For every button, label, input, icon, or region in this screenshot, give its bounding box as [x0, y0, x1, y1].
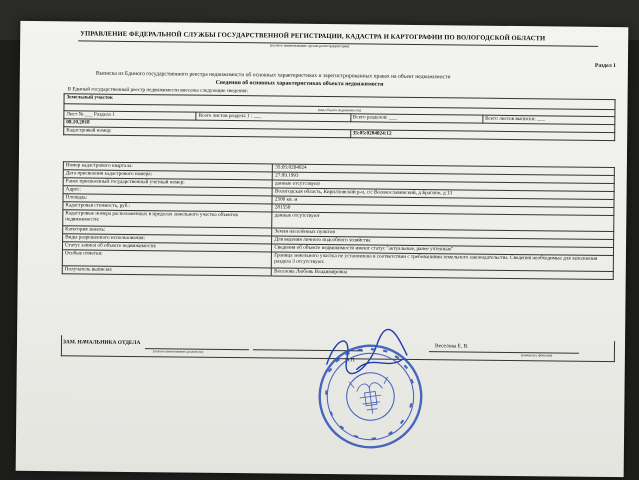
row-label: Кадастровые номера расположенных в пределах земельного участка объектов недвижимости: — [63, 210, 273, 228]
row-label: Номер кадастрового квартала: — [63, 162, 272, 172]
row-label: Категория земель: — [63, 226, 272, 236]
extract-document — [16, 21, 629, 477]
row-value: Земли населённых пунктов — [272, 228, 614, 240]
row-value: данные отсутствуют — [272, 212, 614, 232]
official-seal-stamp — [310, 336, 431, 457]
row-label: Ранее присвоенный государственный учетный номер: — [63, 178, 272, 188]
agency-caption: (полное наименование органа регистрации прав) — [270, 43, 350, 49]
characteristics-table — [62, 161, 615, 280]
row-label: Получатель выписки: — [62, 266, 271, 276]
signer-position: ЗАМ. НАЧАЛЬНИКА ОТДЕЛА — [62, 339, 141, 347]
row-label: Особые отметки: — [62, 250, 272, 268]
cadastral-number: 35:05:0204024:12 — [352, 130, 392, 137]
intro-text: В Единый государственный реестр недвижимости внесены следующие сведения: — [67, 86, 249, 95]
agency-header: УПРАВЛЕНИЕ ФЕДЕРАЛЬНОЙ СЛУЖБЫ ГОСУДАРСТВЕННОЙ РЕГИСТРАЦИИ, КАДАСТРА И КАРТОГРАФИИ ПО ВОЛОГОДСКОЙ ОБЛАСТИ — [80, 30, 546, 43]
object-caption: (вид объекта недвижимости) — [317, 107, 361, 113]
row-label: Виды разрешенного использования: — [63, 234, 272, 244]
name-caption: (инициалы, фамилия) — [520, 353, 553, 358]
row-value: 27.09.1993 — [273, 172, 615, 184]
cadastral-label: Кадастровый номер: — [66, 127, 112, 134]
row-value: Граница земельного участка не установлена в соответствии с требованиями земельного законодательства. Сведения необходимые для заполнения раздела 3 отсутствуют. — [272, 252, 614, 272]
row-label: Дата присвоения кадастрового номера: — [63, 170, 272, 180]
row-label: Кадастровая стоимость, руб.: — [63, 202, 272, 212]
row-label: Статус записи об объекте недвижимости: — [62, 242, 271, 252]
row-value: Веселова Любовь Владимировна — [272, 268, 614, 280]
signer-name: Веселова Е. В. — [434, 343, 469, 350]
extract-title: Выписка из Единого государственного реестра недвижимости об основных характеристиках и зарегистрированных правах на объект недвижимости — [95, 70, 451, 81]
row-value: 35:05:0204024 — [273, 164, 615, 176]
position-caption: (полное наименование должности) — [152, 349, 204, 354]
row-label: Площадь: — [63, 194, 272, 204]
row-value: Вологодская область, Кирилловский р-н, с/с Волокославинский, д Брагино, д 13 — [272, 188, 614, 200]
row-value: 2500 кв. м — [272, 196, 614, 208]
row-value: Для ведения личного подсобного хозяйства — [272, 236, 614, 248]
seal-place-label: М.П. — [344, 358, 356, 364]
row-value: 281550 — [272, 204, 614, 216]
sheet-number: Лист № ___ Раздела 1 — [66, 111, 115, 118]
section-label: Раздел 1 — [594, 62, 616, 70]
object-type: Земельный участок — [66, 94, 113, 101]
sheets-total: Всего листов выписки: ___ — [485, 115, 545, 123]
extract-date: 08.10.2018 — [66, 119, 90, 126]
row-label: Адрес: — [63, 186, 272, 196]
sheets-in-section: Всего листов раздела 1 : ___ — [198, 112, 262, 120]
cadastral-label-cell — [64, 127, 351, 138]
cadastral-value-cell — [350, 130, 615, 141]
object-header-table — [63, 93, 615, 141]
row-value: данные отсутствуют — [273, 180, 615, 192]
row-value: Сведения об объекте недвижимости имеют статус "актуальные, ранее учтенные" — [272, 244, 614, 256]
document-subtitle: Сведения об основных характеристиках объекта недвижимости — [215, 79, 384, 88]
sections-total: Всего разделов: ___ — [352, 114, 397, 121]
